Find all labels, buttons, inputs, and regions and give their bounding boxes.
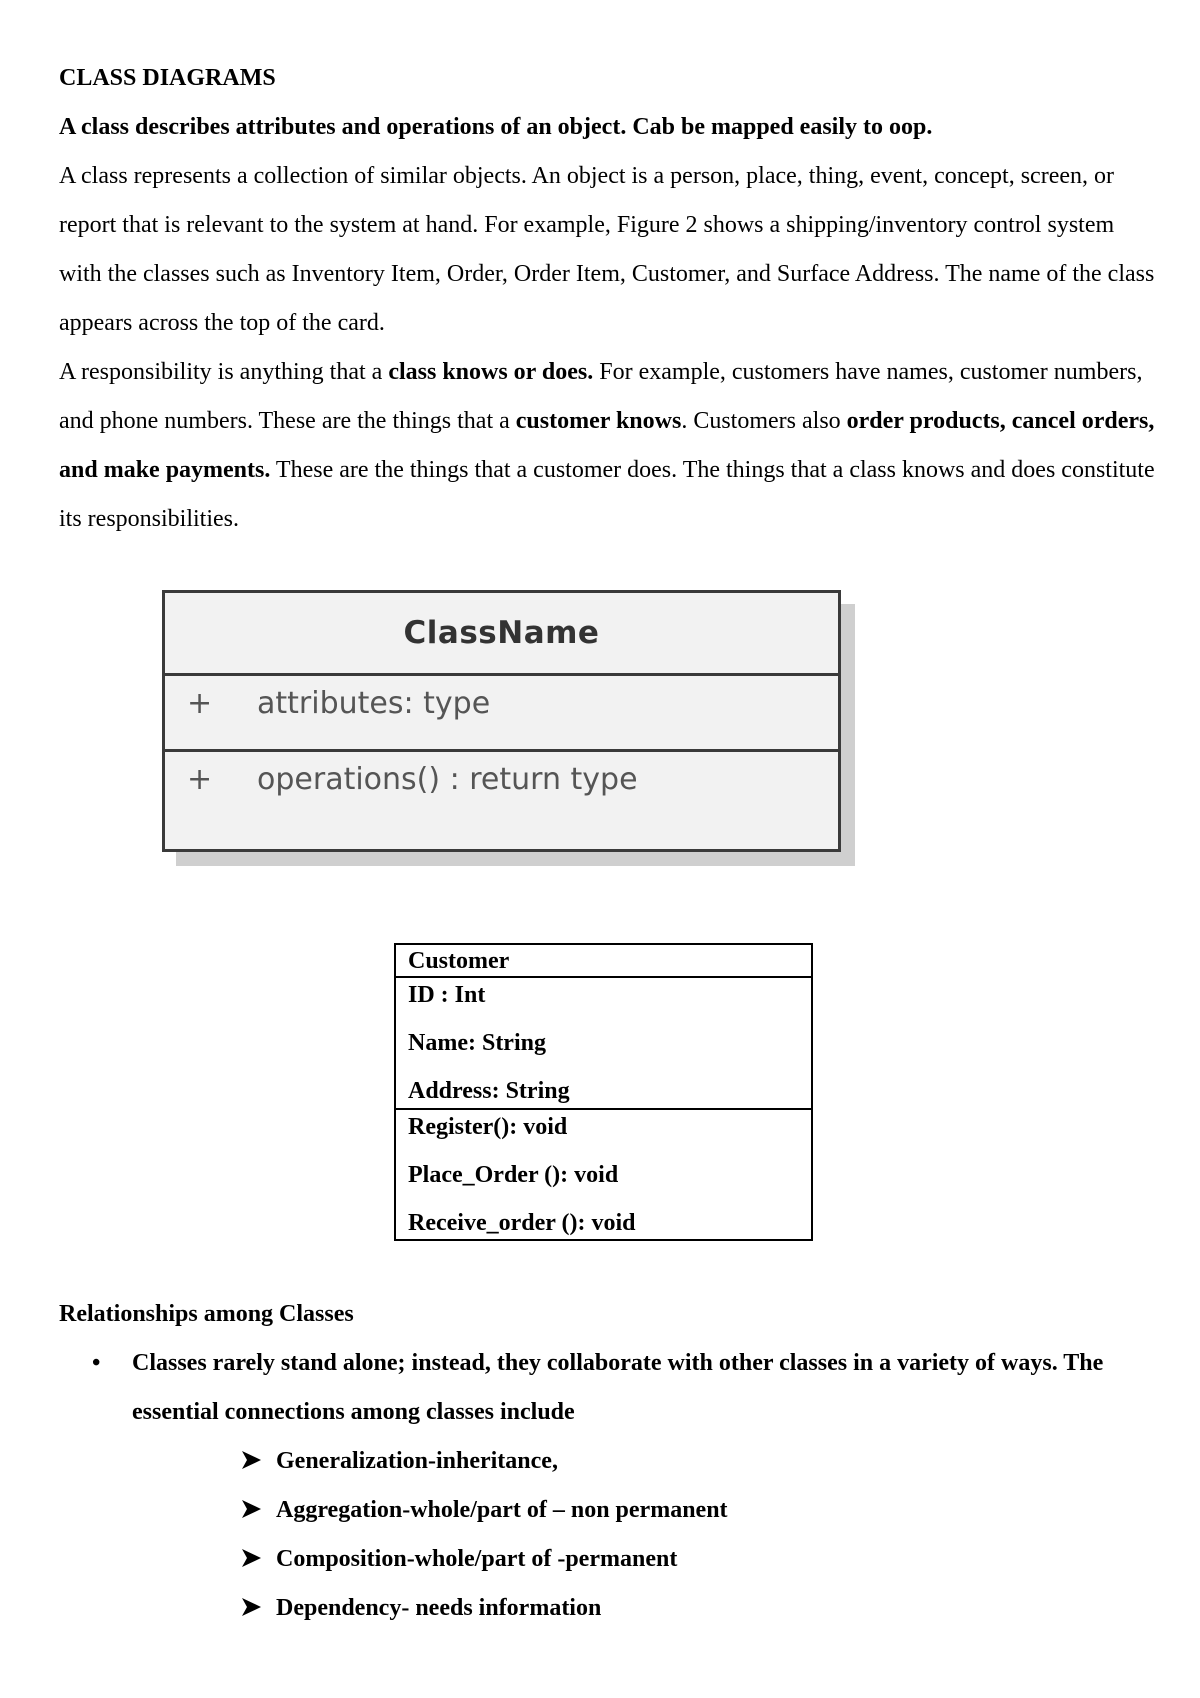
generic-operation-row [165, 752, 838, 808]
customer-attribute: ID : Int [408, 982, 486, 1008]
customer-operation: Place_Order (): void [408, 1162, 619, 1188]
relationships-heading: Relationships among Classes [59, 1301, 354, 1327]
intro-section [59, 54, 1159, 544]
generic-class-name: ClassName [165, 593, 838, 676]
list-item [240, 1535, 728, 1584]
arrowhead-bullet-icon [240, 1450, 262, 1470]
list-item [240, 1584, 728, 1633]
customer-class-diagram [394, 943, 813, 1241]
paragraph-responsibility: A responsibility is anything that a class knows or does. For example, customers have names, customer numbers, and phone numbers. These are the things that a customer knows. Customers also order products, cancel orders, and make payments. These are the things that a customer does. The things that a class knows and does constitute its responsibilities. [59, 359, 1155, 532]
generic-attribute-text: attributes: type [257, 686, 491, 721]
visibility-public-marker: + [187, 686, 213, 721]
arrowhead-bullet-icon [240, 1499, 262, 1519]
relationship-type: Dependency- needs information [276, 1595, 602, 1621]
customer-class-name: Customer [396, 945, 811, 978]
customer-attribute: Name: String [408, 1030, 546, 1056]
bullet-dot-icon: • [92, 1350, 101, 1376]
page-heading: CLASS DIAGRAMS [59, 65, 276, 91]
relationship-type: Composition-whole/part of -permanent [276, 1546, 678, 1572]
customer-operations [396, 1110, 811, 1242]
paragraph-class-definition: A class represents a collection of similar objects. An object is a person, place, thing, event, concept, screen, or report that is relevant to the system at hand. For example, Figure 2 shows a shipping/inventory control system with the classes such as Inventory Item, Order, Order Item, Customer, and Surface Address. The name of the class appears across the top of the card. [59, 163, 1155, 336]
relationship-type: Aggregation-whole/part of – non permanent [276, 1497, 728, 1523]
relationship-types-list [240, 1437, 728, 1633]
customer-operation: Receive_order (): void [408, 1210, 636, 1236]
lead-sentence: A class describes attributes and operations of an object. Cab be mapped easily to oop. [59, 114, 933, 140]
customer-attributes [396, 978, 811, 1110]
generic-attribute-row [165, 676, 838, 752]
list-item [240, 1486, 728, 1535]
arrowhead-bullet-icon [240, 1548, 262, 1568]
relationships-bullet-text: Classes rarely stand alone; instead, they collaborate with other classes in a variety of ways. The essential connections among classes include [132, 1350, 1104, 1425]
generic-class-diagram [162, 590, 841, 852]
arrowhead-bullet-icon [240, 1597, 262, 1617]
relationships-bullet [92, 1339, 1142, 1437]
list-item [240, 1437, 728, 1486]
generic-operation-text: operations() : return type [257, 762, 638, 797]
relationship-type: Generalization-inheritance, [276, 1448, 558, 1474]
visibility-public-marker: + [187, 762, 213, 797]
customer-attribute: Address: String [408, 1078, 570, 1104]
customer-operation: Register(): void [408, 1114, 568, 1140]
